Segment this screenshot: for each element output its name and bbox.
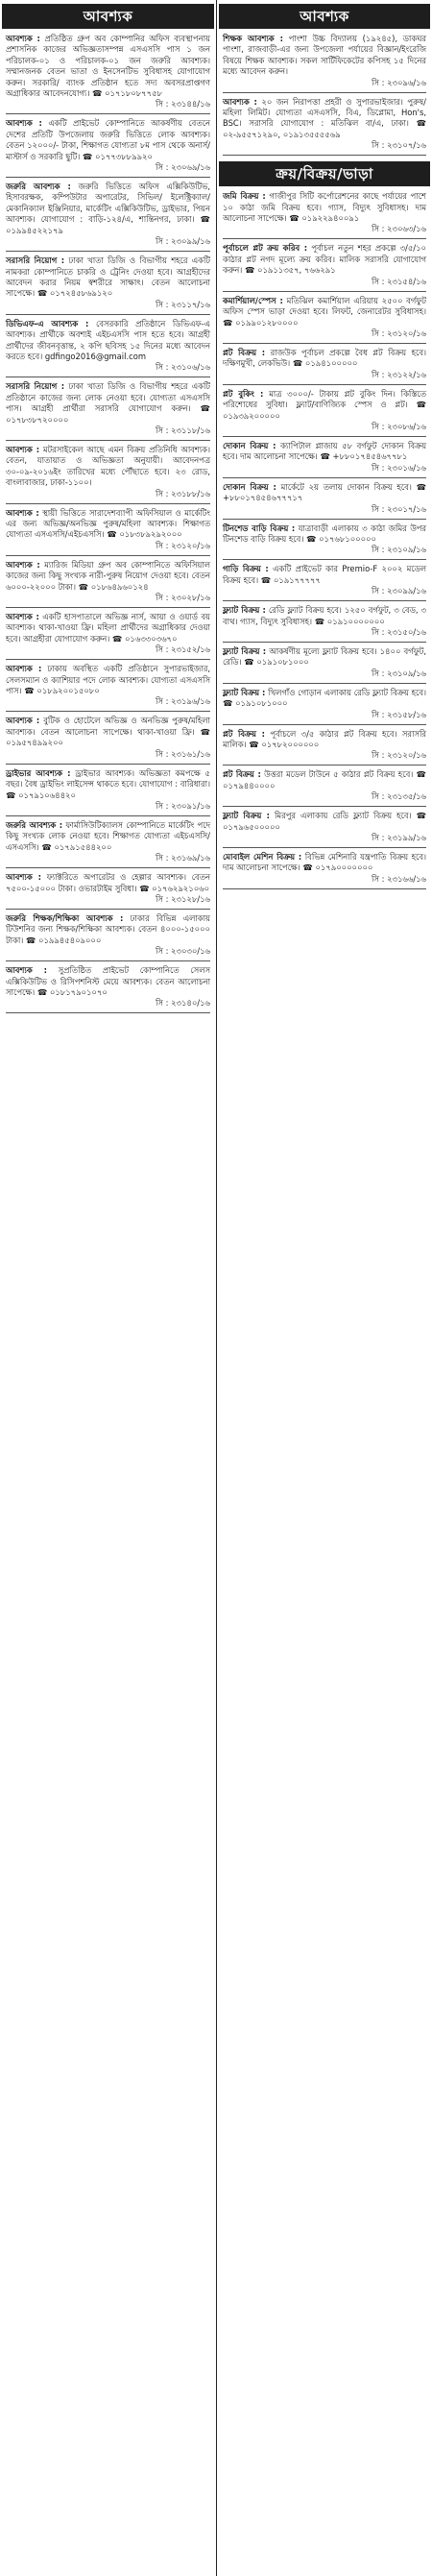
ad-reference: সি : ২৩১৯৬/১৬ (156, 696, 210, 707)
ad-body (2, 559, 214, 593)
ad-lead: টিনশেড বাড়ি বিক্রয় : (223, 522, 296, 533)
ad-separator (223, 765, 426, 766)
ad-body (219, 522, 430, 546)
ad-separator (223, 642, 426, 643)
classified-ad (219, 563, 430, 601)
ad-text: ম্যারিজ মিডিয়া গ্রুপ অব কোম্পানিতে অফিসিয়াল কাজের জন্য কিছু সংখ্যক নারী-পুরুষ নিয়োগ দেওয়া হবে। বেতন ৬০০০-২২০০০ টাকা। ☎ ০১৮৬৪৯৬০১২৪ (6, 559, 210, 592)
ad-text: একটি হাসপাতালে অভিজ্ঞ নার্স, আয়া ও ওয়ার্ড বয় আবশ্যক। থাকা-খাওয়া ফ্রি। মহিলা প্রার্থীদের অগ্রাধিকার দেওয়া হবে। আগ্রহীরা যোগাযোগ করুন। ☎ ০১৬৩৩০৩৬৭০ (6, 612, 210, 644)
ad-reference: সি : ২৩১৬৯/১৬ (156, 853, 210, 863)
ad-reference: সি : ২৩০৯৯/১৬ (156, 236, 210, 247)
classified-ad (2, 181, 214, 252)
classified-ad (219, 388, 430, 437)
ad-body (219, 687, 430, 710)
ad-body (219, 388, 430, 422)
ad-text: প্রতিষ্ঠিত গ্রুপ অব কোম্পানির অফিস ব্যবস্থাপনায় প্রশাসনিক কাজের অভিজ্ঞতাসম্পন্ন এসএসসি পাস ১ জন পরিচালক-০১ ও পরিচালক-০১ জন জরুরি আবশ্যক। সম্মানজনক বেতন ভাতা ও ইনসেনটিভ সুবিধাসহ যোগাযোগ করুন। সরকারি/ ব্যাংক প্রতিষ্ঠান হতে সদ্য অবসরপ্রাপ্তগণ অগ্রাধিকার আবেদনযোগ্য। ☎ ০১৭১৮০৮৭৭৫৮ (6, 34, 210, 99)
ad-separator (223, 600, 426, 601)
ad-reference: সি : ২৩১৪৪/১৬ (156, 99, 210, 109)
ad-lead: পূর্বাচলে প্লট ক্রয় করিব : (223, 243, 308, 254)
ad-body (2, 715, 214, 748)
ad-lead: আবশ্যক : (6, 965, 47, 976)
ad-separator (6, 764, 210, 765)
ad-text: স্থায়ী ভিত্তিতে সারাদেশব্যাপী অফিসিয়াল ও মার্কেটিং এর জন্য অভিজ্ঞ/অনভিজ্ঞ পুরুষ/মহিলা আবশ্যক। শিক্ষাগত যোগ্যতা এসএসসি/এইচএসসি। ☎ ০১৮৩৮৯২৯২০০০ (6, 507, 210, 540)
ad-body (2, 767, 214, 801)
classified-ad (219, 242, 430, 291)
ad-lead: ফ্ল্যাট বিক্রয় : (223, 811, 270, 821)
classified-ad (2, 819, 214, 868)
ad-reference: সি : ২৩১৫০/১৬ (372, 627, 426, 637)
ad-body (2, 181, 214, 236)
ad-reference: সি : ২৩১০৯/১৬ (372, 545, 426, 555)
ad-separator (223, 384, 426, 385)
ad-text: সুপ্রতিষ্ঠিত প্রাইভেট কোম্পানিতে সেলস এক্সিকিউটিভ ও রিসিপশনিস্ট মেয়ে আবশ্যক। বেতন আলোচনা সাপেক্ষে। ☎ ০১৮১৭৯০১০৭০ (6, 965, 210, 997)
ad-reference: সি : ২৩০৮৬/১৬ (372, 421, 426, 431)
classified-ad (2, 767, 214, 816)
classified-ad (219, 810, 430, 848)
ad-separator (6, 960, 210, 961)
ad-text: রেডি ফ্ল্যাট বিক্রয় হবে। ১২৫০ বর্গফুট, ৩ বেড, ৩ বাথ। গ্যাস, বিদ্যুৎ সুবিধাসহ। ☎ ০১৯১০০০০০০০ (223, 605, 427, 626)
ad-reference: সি : ২৩১০৭/১৬ (372, 140, 426, 151)
ad-reference: সি : ২৩১৫২/১৬ (156, 644, 210, 655)
ad-body (219, 190, 430, 224)
classified-ad (2, 912, 214, 961)
ad-separator (223, 436, 426, 437)
classified-ad (2, 507, 214, 556)
ad-lead: দোকান বিক্রয় : (223, 440, 276, 450)
ad-lead: আবশ্যক : (6, 507, 39, 518)
classified-ad (219, 96, 430, 157)
ad-reference: সি : ২৩১২৮/১৬ (156, 893, 210, 904)
ad-body (2, 117, 214, 162)
ad-reference: সি : ২৩১৫৪/১৬ (372, 276, 426, 286)
classified-ad (219, 481, 430, 520)
ad-lead: জরুরি শিক্ষক/শিক্ষিকা আবশ্যক : (6, 912, 124, 923)
ad-text: মতিঝিল কমার্শিয়াল এরিয়ায় ২৫০০ বর্গফুট অফিস স্পেস ভাড়া দেওয়া হবে। লিফট, জেনারেটর সুবিধাসহ। ☎ ০১৯৯০১২৮০০০০ (223, 295, 426, 328)
ad-reference: সি : ২৩০৯৬/১৬ (372, 77, 426, 87)
ad-lead: ডিভিএফ-এ আবশ্যক : (6, 318, 89, 328)
ad-separator (6, 867, 210, 868)
ad-separator (6, 659, 210, 660)
ad-lead: আবশ্যক : (6, 444, 40, 454)
ad-body (219, 768, 430, 791)
ad-body (219, 481, 430, 504)
section-header-buy-sell-rent: ক্রয়/বিক্রয়/ভাড়া (219, 161, 430, 186)
ad-separator (223, 847, 426, 848)
ad-body (219, 810, 430, 833)
ad-separator (223, 155, 426, 156)
classified-ad (2, 715, 214, 764)
ad-text: গাজীপুর সিটি কর্পোরেশনের কাছে পর্যায়ের পাশে ১০ কাঠা জমি বিক্রয় হবে। গ্যাস, বিদ্যুৎ সুবিধাসহ। দাম আলোচনা সাপেক্ষে। ☎ ০১৯২২৯৪০০৯১ (223, 191, 426, 224)
ad-body (219, 96, 430, 141)
ad-lead: কমার্শিয়াল/স্পেস : (223, 295, 283, 305)
ad-lead: আবশ্যক : (6, 664, 42, 674)
ad-reference: সি : ২৩১৬১/১৬ (156, 748, 210, 759)
column-divider (216, 0, 217, 2576)
right-ads-list-1 (219, 33, 430, 156)
classified-ad (2, 559, 214, 608)
ad-lead: প্লট বিক্রয় : (223, 769, 261, 780)
left-ads-list (2, 33, 214, 1013)
ad-text: ক্যাপিটাল প্লাজায় ৫৮ বর্গফুট দোকান বিক্রয় হবে। দাম আলোচনা সাপেক্ষে। ☎ +৮৮০১৭৪৫৪৬৭৭৮১ (223, 440, 427, 462)
ad-text: মাত্র ৩০০০/- টাকায় প্লট বুকিং দিন। কিস্তিতে পরিশোধের সুবিধা। ফ্ল্যাট/বাণিজ্যিক স্পেস ও প্লট। ☎ ০১৯৩৯২০০০০০ (223, 388, 426, 421)
ad-reference: সি : ২৩০৬৩/১৬ (371, 224, 426, 234)
ad-separator (223, 519, 426, 520)
classified-ad (2, 663, 214, 712)
ad-reference: সি : ২৩০১৭/১৬ (372, 503, 426, 514)
ad-separator (6, 177, 210, 178)
ad-lead: প্লট বুকিং : (223, 388, 264, 399)
ad-separator (223, 291, 426, 292)
ad-body (2, 380, 214, 425)
ad-lead: ড্রাইভার আবশ্যক : (6, 767, 71, 778)
classified-ad (2, 255, 214, 315)
ad-text: ঢাকার বিভিন্ন এলাকায় টিউশনির জন্য শিক্ষক/শিক্ষিকা আবশ্যক। বেতন ৪০০০-১৫০০০ টাকা। ☎ ০১৯৯৪৫৪০৯০০০ (6, 912, 210, 945)
ad-separator (6, 440, 210, 441)
ad-body (2, 871, 214, 894)
classified-ad (219, 440, 430, 478)
classified-ad (2, 444, 214, 504)
ad-reference: সি : ২৩১৩৫/১৬ (372, 791, 426, 802)
ad-body (219, 728, 430, 751)
ad-body (2, 964, 214, 998)
ad-text: একটি প্রাইভেট কার Premio-F ২০০২ মডেল বিক্রয় হবে। ☎ ০১৯১৭৭৭৭৭ (223, 564, 427, 585)
classified-ad (219, 295, 430, 344)
ad-separator (223, 724, 426, 725)
ad-separator (6, 909, 210, 910)
ad-body (219, 347, 430, 370)
ad-reference: সি : ২৩১৬৬/১৬ (372, 873, 426, 884)
ad-body (2, 255, 214, 300)
ad-text: ফার্মাসিউটিক্যালস কোম্পানিতে মার্কেটিং পদে কিছু সংখ্যক লোক নেওয়া হবে। শিক্ষাগত যোগ্যতা এইচএসসি/এসএসসি। ☎ ০১৭৯১৫৪৪২০০ (6, 819, 210, 852)
ad-reference: সি : ২৩০১৬/১৬ (372, 462, 426, 473)
ad-separator (6, 251, 210, 252)
ad-text: একটি প্রাইভেট কোম্পানিতে আকর্ষণীয় বেতনে দেশের প্রতিটি উপজেলায় জরুরি ভিত্তিতে লোক আবশ্যক। বেতন ১২০০০/- টাকা, শিক্ষাগত যোগ্যতা ৮ম পাস থেকে অনার্স/মাস্টার্স ও সরকারি ছুটি। ☎ ০১৭৭৩৮৮৯৯২০ (6, 118, 210, 161)
classified-ad (219, 522, 430, 561)
ad-body (2, 33, 214, 99)
ad-separator (6, 113, 210, 114)
ad-reference: সি : ২৩০৯১/১৬ (156, 800, 210, 811)
ad-body (219, 295, 430, 328)
classified-ad (219, 687, 430, 725)
ad-lead: প্লট বিক্রয় : (223, 347, 266, 357)
classified-ad (2, 611, 214, 660)
ad-reference: সি : ২৩১০৬/১৬ (156, 362, 210, 373)
classified-ad (2, 33, 214, 114)
ad-text: উত্তরা মডেল টাউনে ৫ কাঠার প্লট বিক্রয় হবে। ☎ ০১৭৯৪৪০০০০ (223, 769, 426, 790)
ad-body (219, 242, 430, 276)
ad-text: মার্কেটে ২য় তলায় দোকান বিক্রয় হবে। ☎ +৮৮০১৭৪৫৪৬৭৭৭১৭ (223, 481, 426, 503)
ad-lead: আবশ্যক : (6, 716, 40, 726)
right-column (219, 0, 430, 2576)
ad-body (2, 444, 214, 489)
classified-ad (219, 768, 430, 807)
ad-lead: প্লট বিক্রয় : (223, 728, 265, 739)
ad-text: বেসরকারি প্রতিষ্ঠানে ডিভিএফ-এ আবশ্যক। প্রার্থীকে অবশ্যই এইচএসসি পাস হতে হবে। আগ্রহী প্রার্থীদের জীবনবৃত্তান্ত, ২ কপি ছবিসহ ১৫ দিনের মধ্যে আবেদন করতে হবে। gdfingo2016@gmail.com (6, 318, 210, 361)
ad-lead: আবশ্যক : (6, 612, 39, 622)
ad-body (219, 645, 430, 668)
ad-text: ২০ জন নিরাপত্তা প্রহরী ও সুপারভাইজার। পুরুষ/মহিলা লিমিট। যোগ্যতা এসএসসি, বিএ, ডিপ্লোমা, Hon's, BSC। সরাসরি যোগাযোগ : মতিঝিল বা/এ, ঢাকা। ☎ ০২-৯৫৫৭১২৯০, ০১৯১৩৫৫৫৫৬৯ (223, 96, 426, 139)
ad-lead: আবশ্যক : (6, 34, 40, 43)
ad-text: পূর্বাচলে ৩/৫ কাঠার প্লট বিক্রয় হবে। সরাসরি মালিক। ☎ ০১৭৮২০০০০০০ (223, 728, 426, 750)
ad-separator (223, 559, 426, 560)
ad-reference: সি : ২৩১২০/১৬ (372, 750, 426, 761)
ad-text: পূর্বাচল নতুন শহর প্রকল্পে ৩/৫/১০ কাঠার প্লট নগদ মূল্যে ক্রয় করিব। মালিক সরাসরি যোগাযোগ করুন। ☎ ০১৯১১৩৫৭, ৭৬৬২৯১ (223, 243, 427, 276)
ad-body (2, 819, 214, 853)
ad-body (2, 663, 214, 696)
ad-separator (6, 314, 210, 315)
ad-reference: সি : ২৩১৮৮/১৬ (156, 488, 210, 498)
ad-separator (6, 815, 210, 816)
ad-text: মিরপুর এলাকায় রেডি ফ্ল্যাট বিক্রয় হবে। ☎ ০১৭৯৬৫০০০০০ (223, 811, 427, 832)
ad-body (219, 563, 430, 586)
classified-ad (219, 347, 430, 385)
classified-ad (219, 33, 430, 93)
right-ads-list-2 (219, 190, 430, 889)
ad-separator (223, 92, 426, 93)
ad-text: খিলগাঁও গোড়ান এলাকায় রেডি ফ্ল্যাট বিক্রয় হবে। ☎ ০১৯১০৮১০০০ (223, 687, 426, 709)
ad-body (2, 611, 214, 644)
ad-text: রাজউক পূর্বাচল প্রকল্পে বৈধ প্লট বিক্রয় হবে। দক্ষিণমুখী, লেকভিউ। ☎ ০১৯৪১০০০০০ (223, 347, 426, 369)
ad-lead: গাড়ি বিক্রয় : (223, 564, 269, 574)
classified-ad (219, 604, 430, 643)
ad-body (2, 318, 214, 363)
ad-text: আকর্ষণীয় মূল্যে ফ্ল্যাট বিক্রয় হবে। ১৪০০ বর্গফুট, রেডি। ☎ ০১৯১০৮১০০০ (223, 646, 427, 668)
section-header-wanted-right: আবশ্যক (219, 4, 430, 29)
ad-reference: সি : ২৩০৬৯/১৬ (156, 162, 210, 173)
ad-lead: সরাসরি নিয়োগ : (6, 381, 65, 392)
ad-separator (223, 343, 426, 344)
ad-separator (223, 888, 426, 889)
ad-reference: সি : ২৩১২০/১৬ (156, 540, 210, 550)
ad-text: বুটিক ও হোটেলে অভিজ্ঞ ও অনভিজ্ঞ পুরুষ/মহিলা আবশ্যক। বেতন আলোচনা সাপেক্ষে। থাকা-খাওয়া ফ্রি। ☎ ০১৯৫৭৪৯৯২০০ (6, 716, 210, 748)
ad-lead: জরুরি আবশ্যক : (6, 182, 71, 192)
ad-lead: ফ্ল্যাট বিক্রয় : (223, 687, 266, 697)
ad-text: পাংশা উচ্চ বিদ্যালয় (১৯২৪৫), ডাকঘর পাংশা, রাজবাড়ী-এর জন্য উপজেলা পর্যায়ের বিজ্ঞান/ইংরেজি বিষয়ে শিক্ষক আবশ্যক। সকল সার্টিফিকেটের কপিসহ ১৫ দিনের মধ্যে আবেদন করুন। (223, 34, 426, 77)
ad-separator (223, 683, 426, 684)
ad-separator (223, 477, 426, 478)
ad-lead: জরুরি আবশ্যক : (6, 819, 63, 830)
ad-text: ফ্যাক্টরিতে অপারেটর ও হেল্পার আবশ্যক। বেতন ৭৫০০-১৫০০০ টাকা। ওভারটাইম সুবিধা। ☎ ০১৭৬২৯২১০৬০ (6, 872, 210, 893)
ad-text: মটরসাইকেল আছে এমন বিক্রয় প্রতিনিধি আবশ্যক। বেতন, যাতায়াত ও অভিজ্ঞতা অনুযায়ী। আবেদনপত্র ৩০-০৯-২০১৬ইং তারিখের মধ্যে পৌঁছাতে হবে। ২৩ রোড, বাংলাবাজার, ঢাকা-১১০০। (6, 444, 210, 488)
ad-text: ঢাকা খাতা ডিজি ও বিভাগীয় শহরে একটি প্রতিষ্ঠানে কাজের জন্য লোক নেওয়া হবে। যোগ্যতা এসএসসি পাস। আগ্রহী প্রার্থীরা সরাসরি যোগাযোগ করুন। ☎ ০১৭৮৩৮৭২০০০০ (6, 381, 210, 425)
ad-reference: সি : ২৩১১৭/১৬ (156, 299, 210, 309)
ad-lead: দোকান বিক্রয় : (223, 481, 276, 492)
ad-separator (6, 503, 210, 504)
ad-reference: সি : ২৩১২২/১৬ (372, 369, 426, 379)
ad-reference: সি : ২৩১৯৯/১৬ (372, 833, 426, 843)
ad-lead: ফ্ল্যাট বিক্রয় : (223, 646, 267, 656)
ad-text: বিভিন্ন মেশিনারি যন্ত্রপাতি বিক্রয় হবে। দাম আলোচনা সাপেক্ষে। ☎ ০১৭৯০০০০০০০ (223, 852, 426, 873)
ad-reference: সি : ২৩১১৮/১৬ (156, 425, 210, 435)
ad-text: যাত্রাবাড়ী এলাকায় ৩ কাঠা জমির উপর টিনশেড বাড়ি বিক্রয় হবে। ☎ ০১৭৬৮১০০০০০ (223, 522, 427, 544)
ad-reference: সি : ২৩০৩০/১৬ (155, 946, 210, 957)
ad-lead: আবশ্যক : (6, 559, 40, 570)
classified-ad (219, 645, 430, 684)
classified-ad (219, 851, 430, 889)
ad-body (2, 507, 214, 541)
ad-reference: সি : ২৩১২০/১৬ (372, 328, 426, 338)
ad-lead: আবশ্যক : (6, 118, 42, 129)
ad-reference: সি : ২৩১৫৮/১৬ (372, 709, 426, 719)
ad-text: ড্রাইভার আবশ্যক। অভিজ্ঞতা কমপক্ষে ৫ বছর। বৈধ ড্রাইভিং লাইসেন্স থাকতে হবে। যোগাযোগ : বারিধারা। ☎ ০১৭৯১০৬৪৪২০ (6, 767, 210, 800)
classified-ad (2, 871, 214, 910)
ad-lead: ফ্ল্যাট বিক্রয় : (223, 605, 266, 616)
classified-ad (2, 318, 214, 378)
ad-body (219, 604, 430, 627)
ad-reference: সি : ২৩১৪০/১৬ (156, 998, 210, 1009)
left-column (2, 0, 214, 2576)
ad-body (219, 851, 430, 874)
ad-text: জরুরি ভিত্তিতে অফিস এক্সিকিউটিভ, হিসাবরক্ষক, কম্পিউটার অপারেটর, সিভিল/ ইলেক্ট্রিক্যাল/মেকানিক্যাল ইঞ্জিনিয়ার, মার্কেটিং এক্সিকিউটিভ, ড্রাইভার, পিয়ন আবশ্যক। যোগাযোগ : বাড়ি-১২৪/এ, শান্তিনগর, ঢাকা। ☎ ০১৯৯৪৫২২১৭৯ (6, 182, 210, 235)
classified-ad (2, 117, 214, 178)
ad-reference: সি : ২৩০২৮/১৬ (156, 593, 210, 603)
ad-text: ঢাকা খাতা ডিজি ও বিভাগীয় শহরে একটি নামকরা কোম্পানিতে চাকরি ও ট্রেনিং দেওয়া হবে। আগ্রহীদের আবেদন করার নিয়ম স্বশরীরে সাক্ষাৎ। বেতন আলোচনা সাপেক্ষে। ☎ ০১৭২৪৫৮৬৯১২০ (6, 255, 210, 299)
ad-separator (6, 555, 210, 556)
ad-body (219, 440, 430, 463)
ad-separator (223, 806, 426, 807)
section-header-wanted: আবশ্যক (2, 4, 214, 29)
ad-reference: সি : ২৩১০৯/১৬ (372, 668, 426, 678)
ad-separator (6, 711, 210, 712)
classified-ad (2, 964, 214, 1013)
classified-ad (219, 728, 430, 766)
classified-ad (2, 380, 214, 441)
ad-lead: সরাসরি নিয়োগ : (6, 255, 65, 266)
ad-lead: শিক্ষক আবশ্যক : (223, 34, 283, 43)
ad-lead: মোবাইল মেশিন বিক্রয় : (223, 852, 302, 863)
ad-text: ঢাকায় অবস্থিত একটি প্রতিষ্ঠানে সুপারভাইজার, সেলসম্যান ও ক্যাশিয়ার পদে লোক আবশ্যক। যোগ্যতা এসএসসি পাস। ☎ ০১৮৯২০০১৫০৮০ (6, 664, 210, 696)
ad-separator (223, 238, 426, 239)
ad-lead: জমি বিক্রয় : (223, 191, 266, 202)
ad-reference: সি : ২৩০৯৯/১৬ (372, 586, 426, 596)
ad-body (219, 33, 430, 78)
ad-separator (6, 1012, 210, 1013)
ad-lead: আবশ্যক : (6, 872, 41, 883)
classified-ad (219, 190, 430, 239)
ad-separator (6, 607, 210, 608)
ad-lead: আবশ্যক : (223, 96, 257, 107)
ad-body (2, 912, 214, 946)
